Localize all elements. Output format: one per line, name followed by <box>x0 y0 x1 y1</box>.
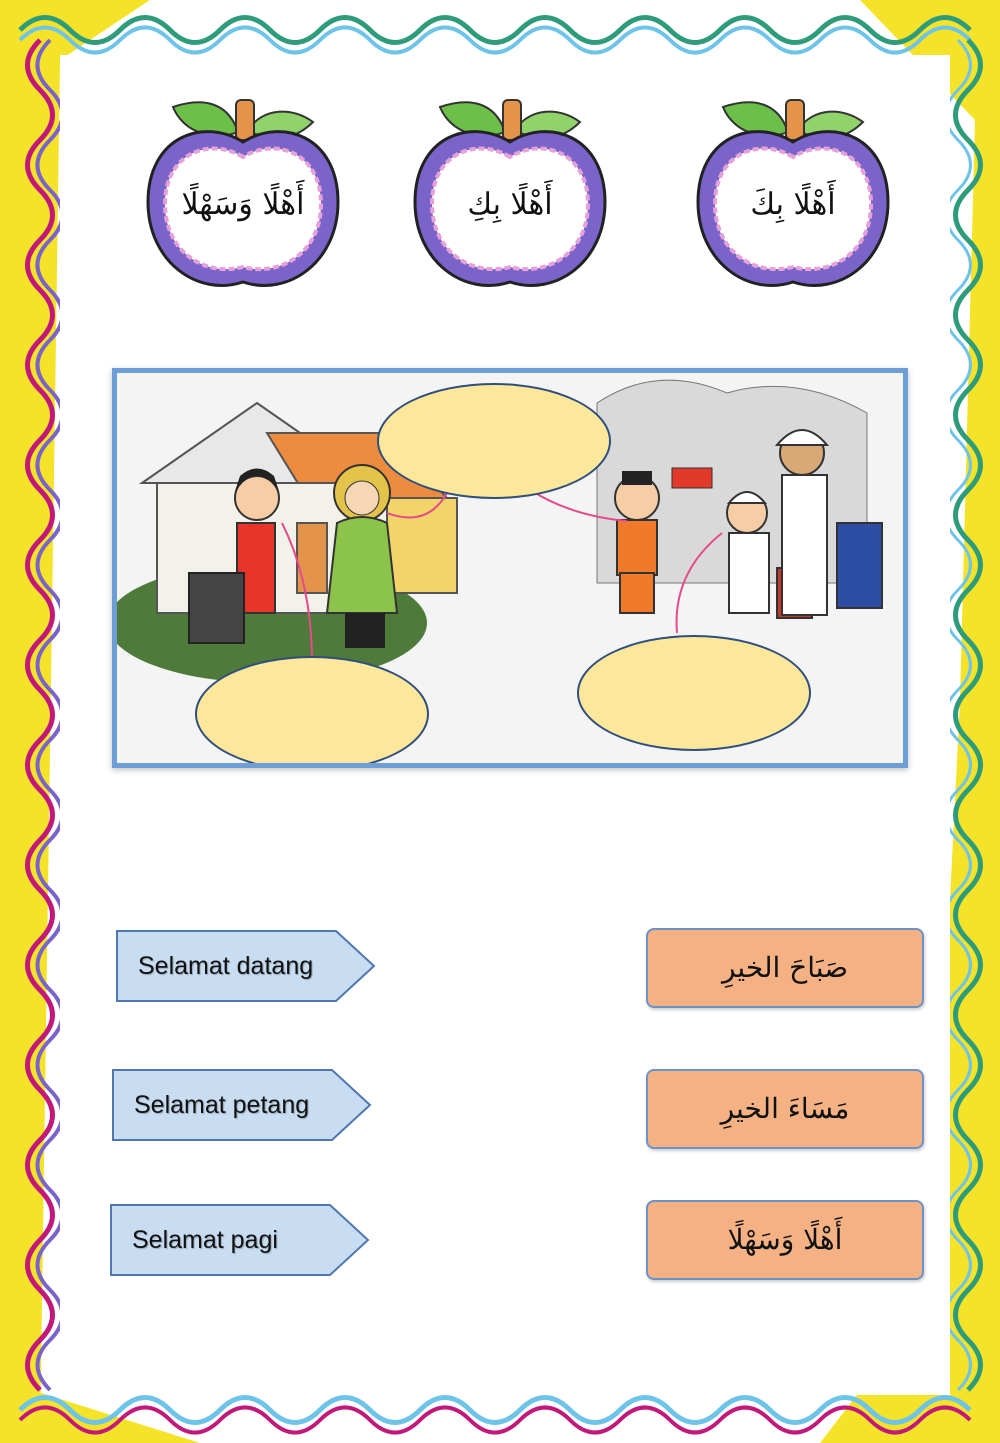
apple-card-3[interactable] <box>693 92 893 302</box>
greeting-scene <box>112 368 908 768</box>
apple-text: أَهْلًا بِكِ <box>467 187 553 222</box>
arabic-card-1[interactable]: صَبَاحَ الخيرِ <box>646 928 924 1008</box>
apple-text: أَهْلًا بِكَ <box>750 187 836 222</box>
answer-bubble-bottom-left[interactable] <box>195 656 429 768</box>
malay-tag-label: Selamat datang <box>138 952 314 980</box>
malay-tag-1[interactable] <box>116 930 376 1002</box>
answer-bubble-top[interactable] <box>377 383 611 499</box>
answer-bubble-bottom-right[interactable] <box>577 635 811 751</box>
arabic-card-3[interactable]: أَهْلًا وَسَهْلًا <box>646 1200 924 1280</box>
malay-tag-3[interactable] <box>110 1204 370 1276</box>
apple-card-1[interactable] <box>143 92 343 302</box>
arabic-card-2[interactable]: مَسَاءَ الخيرِ <box>646 1069 924 1149</box>
malay-tag-2[interactable] <box>112 1069 372 1141</box>
malay-tag-label: Selamat petang <box>134 1091 310 1119</box>
apple-text: أَهْلًا وَسَهْلًا <box>181 187 305 222</box>
malay-tag-label: Selamat pagi <box>132 1226 278 1254</box>
apple-card-2[interactable] <box>410 92 610 302</box>
